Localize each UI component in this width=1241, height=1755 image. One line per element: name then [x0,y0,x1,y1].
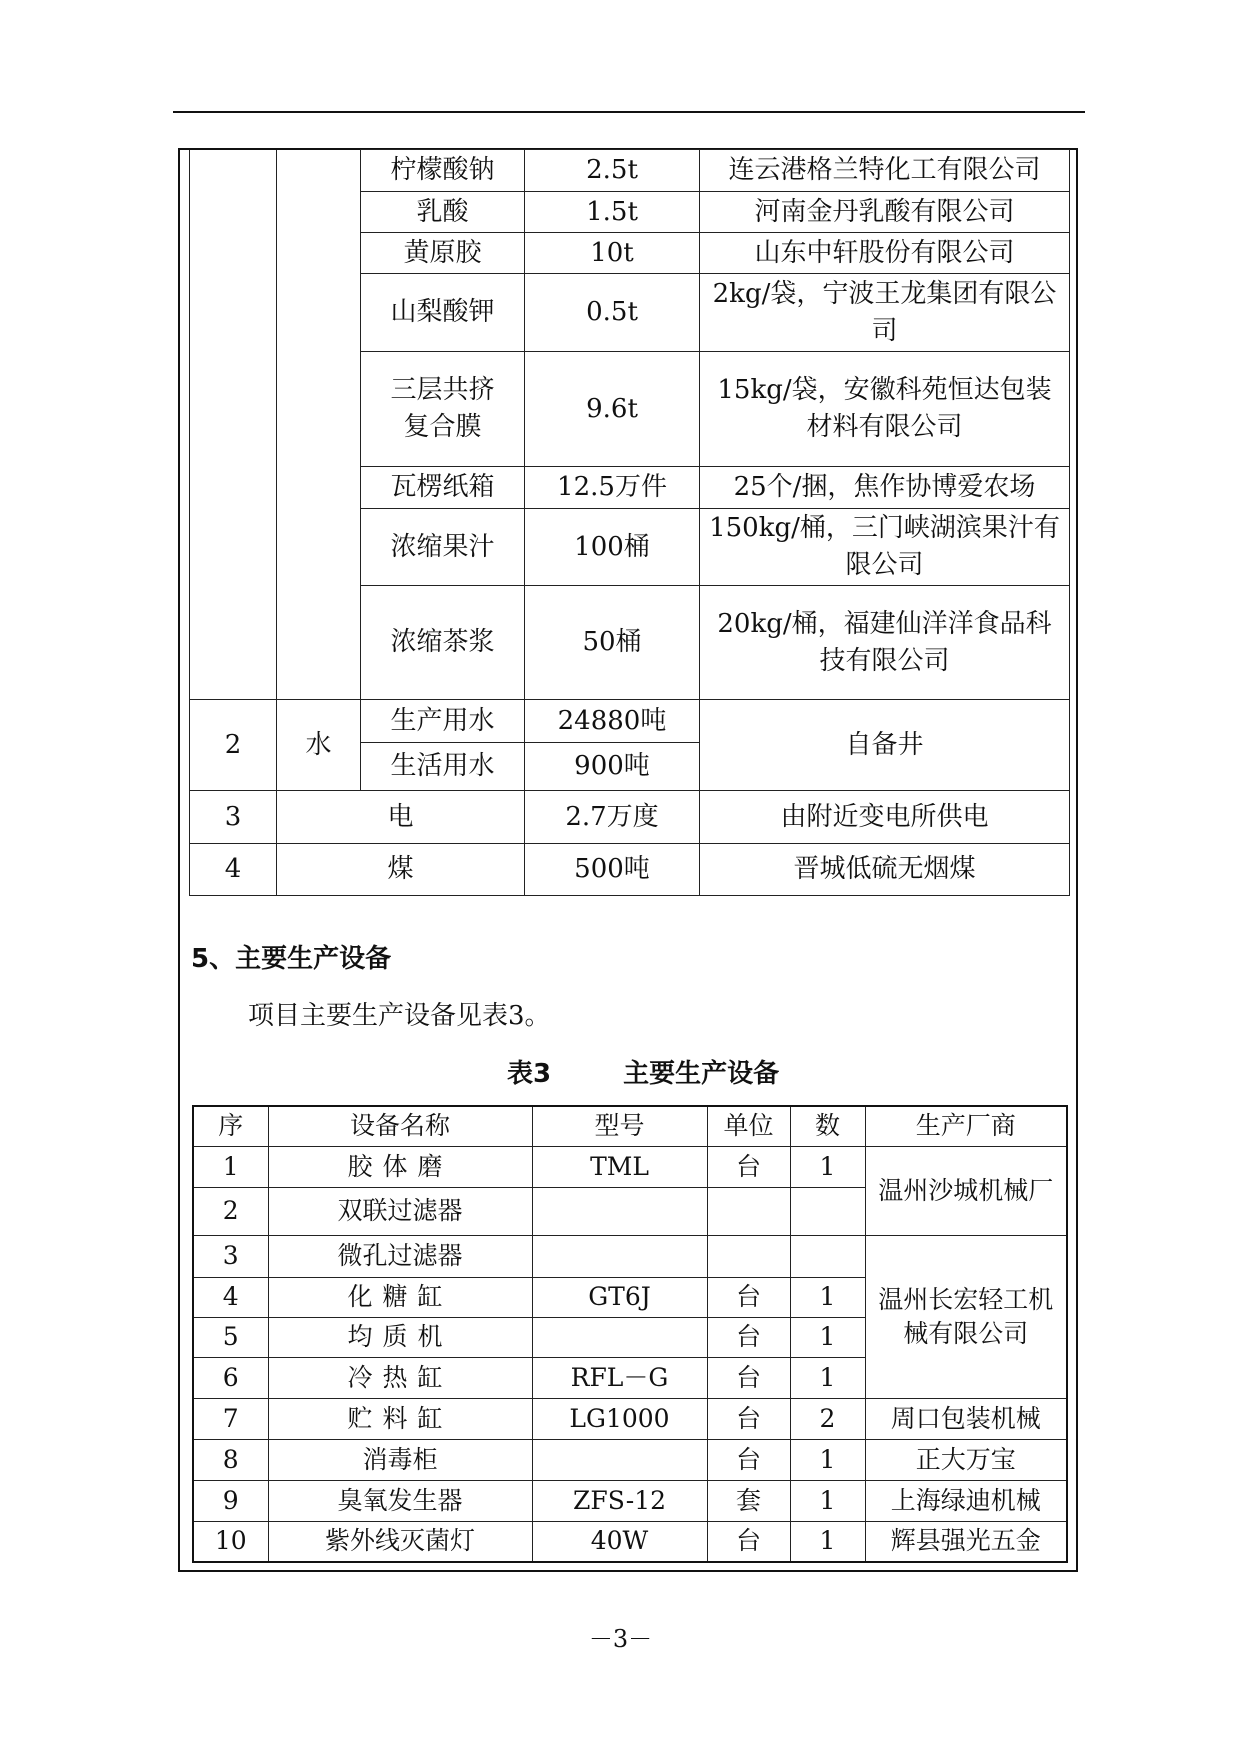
equipment-maker: 上海绿迪机械 [865,1480,1067,1521]
equipment-no: 4 [193,1277,268,1317]
equipment-model: RFL－G [532,1357,707,1398]
equipment-maker: 周口包装机械 [865,1398,1067,1439]
material-name: 生活用水 [361,743,525,791]
equipment-model: LG1000 [532,1398,707,1439]
material-name: 生产用水 [361,700,525,743]
table-row [190,844,1070,896]
equipment-unit: 台 [707,1439,790,1480]
page-number: －3－ [588,1625,653,1653]
material-note: 20kg/桶，福建仙洋洋食品科技有限公司 [700,586,1070,700]
table-row [193,1480,1067,1521]
equipment-unit [707,1187,790,1235]
header-name: 设备名称 [268,1106,532,1146]
cell-category: 电 [277,791,525,844]
table-header-row [193,1106,1067,1146]
table-row [190,791,1070,844]
equipment-model [532,1187,707,1235]
equipment-qty [790,1235,865,1277]
equipment-name: 冷热缸 [268,1357,532,1398]
equipment-table [192,1105,1068,1563]
material-name: 柠檬酸钠 [361,150,525,192]
equipment-model: 40W [532,1521,707,1562]
equipment-no: 10 [193,1521,268,1562]
cell-no: 4 [190,844,277,896]
table-row [193,1521,1067,1562]
material-note: 河南金丹乳酸有限公司 [700,192,1070,233]
material-note: 150kg/桶，三门峡湖滨果汁有限公司 [700,509,1070,586]
material-note: 自备井 [700,700,1070,791]
equipment-no: 6 [193,1357,268,1398]
material-qty: 500吨 [525,844,700,896]
equipment-model [532,1235,707,1277]
equipment-qty: 2 [790,1398,865,1439]
equipment-no: 7 [193,1398,268,1439]
material-qty: 12.5万件 [525,467,700,509]
caption-number: 表3 [507,1059,552,1089]
equipment-no: 5 [193,1317,268,1357]
equipment-model: ZFS-12 [532,1480,707,1521]
equipment-no: 1 [193,1146,268,1187]
equipment-unit: 台 [707,1317,790,1357]
header-rule [173,111,1085,113]
table-caption [507,1053,779,1090]
equipment-name: 胶体磨 [268,1146,532,1187]
cell-category [277,150,361,700]
material-name: 浓缩果汁 [361,509,525,586]
table-row [193,1235,1067,1277]
material-qty: 0.5t [525,274,700,352]
equipment-name: 微孔过滤器 [268,1235,532,1277]
equipment-no: 2 [193,1187,268,1235]
equipment-name: 双联过滤器 [268,1187,532,1235]
header-unit: 单位 [707,1106,790,1146]
equipment-unit: 套 [707,1480,790,1521]
material-note: 晋城低硫无烟煤 [700,844,1070,896]
material-name: 黄原胶 [361,233,525,274]
material-name: 三层共挤复合膜 [361,352,525,467]
equipment-no: 9 [193,1480,268,1521]
equipment-qty: 1 [790,1439,865,1480]
material-note: 25个/捆，焦作协博爱农场 [700,467,1070,509]
equipment-unit: 台 [707,1521,790,1562]
cell-no: 3 [190,791,277,844]
table-row [193,1146,1067,1187]
equipment-unit: 台 [707,1146,790,1187]
material-note: 2kg/袋，宁波王龙集团有限公司 [700,274,1070,352]
equipment-qty: 1 [790,1317,865,1357]
equipment-model [532,1439,707,1480]
section-intro: 项目主要生产设备见表3。 [248,1001,551,1031]
table-row [190,150,1070,192]
equipment-name: 化糖缸 [268,1277,532,1317]
equipment-name: 紫外线灭菌灯 [268,1521,532,1562]
material-qty: 50桶 [525,586,700,700]
material-qty: 9.6t [525,352,700,467]
material-qty: 1.5t [525,192,700,233]
equipment-no: 3 [193,1235,268,1277]
material-note: 15kg/袋，安徽科苑恒达包装材料有限公司 [700,352,1070,467]
equipment-model [532,1317,707,1357]
equipment-qty: 1 [790,1357,865,1398]
equipment-maker: 辉县强光五金 [865,1521,1067,1562]
equipment-qty: 1 [790,1480,865,1521]
equipment-model: TML [532,1146,707,1187]
material-qty: 10t [525,233,700,274]
equipment-name: 贮料缸 [268,1398,532,1439]
equipment-no: 8 [193,1439,268,1480]
equipment-maker: 正大万宝 [865,1439,1067,1480]
material-qty: 2.7万度 [525,791,700,844]
table-row [193,1398,1067,1439]
table-row [193,1439,1067,1480]
equipment-name: 臭氧发生器 [268,1480,532,1521]
equipment-qty: 1 [790,1146,865,1187]
cell-no: 2 [190,700,277,791]
equipment-qty: 1 [790,1521,865,1562]
equipment-unit: 台 [707,1398,790,1439]
material-qty: 2.5t [525,150,700,192]
equipment-qty [790,1187,865,1235]
cell-no [190,150,277,700]
material-name: 浓缩茶浆 [361,586,525,700]
header-maker: 生产厂商 [865,1106,1067,1146]
equipment-maker: 温州沙城机械厂 [865,1146,1067,1235]
material-note: 山东中轩股份有限公司 [700,233,1070,274]
material-qty: 900吨 [525,743,700,791]
cell-category: 水 [277,700,361,791]
caption-title: 主要生产设备 [623,1059,780,1089]
material-name: 山梨酸钾 [361,274,525,352]
material-qty: 100桶 [525,509,700,586]
header-qty: 数 [790,1106,865,1146]
table-row [190,700,1070,743]
material-name: 乳酸 [361,192,525,233]
equipment-unit: 台 [707,1357,790,1398]
cell-category: 煤 [277,844,525,896]
material-name: 瓦楞纸箱 [361,467,525,509]
section-heading: 5、主要生产设备 [191,944,392,974]
material-note: 由附近变电所供电 [700,791,1070,844]
equipment-name: 消毒柜 [268,1439,532,1480]
equipment-maker: 温州长宏轻工机械有限公司 [865,1235,1067,1398]
material-note: 连云港格兰特化工有限公司 [700,150,1070,192]
equipment-qty: 1 [790,1277,865,1317]
equipment-unit: 台 [707,1277,790,1317]
materials-table [189,149,1070,896]
equipment-unit [707,1235,790,1277]
equipment-model: GT6J [532,1277,707,1317]
material-qty: 24880吨 [525,700,700,743]
equipment-name: 均质机 [268,1317,532,1357]
header-model: 型号 [532,1106,707,1146]
header-no: 序 [193,1106,268,1146]
